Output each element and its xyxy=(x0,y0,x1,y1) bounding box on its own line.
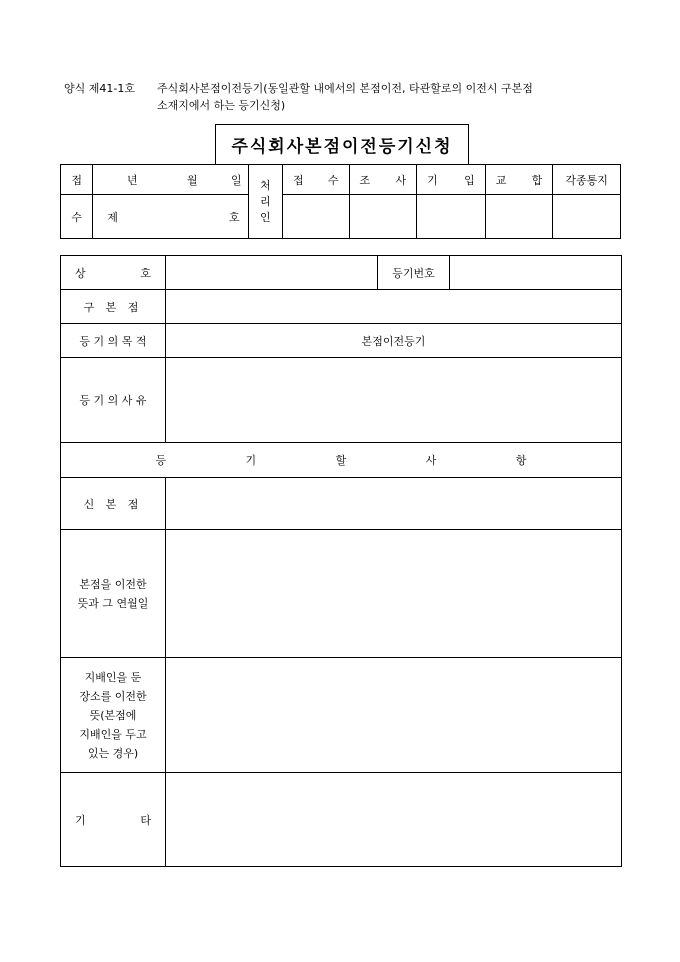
relocation-label-line2: 뜻과 그 연월일 xyxy=(77,596,149,610)
reg-no-field[interactable] xyxy=(450,256,622,290)
reg-no-label: 등기번호 xyxy=(378,256,450,290)
receipt-year: 년 xyxy=(127,173,138,187)
col-check-header: 교 합 xyxy=(485,165,553,195)
review-sign-cell[interactable] xyxy=(349,195,417,239)
check-sign-cell[interactable] xyxy=(485,195,553,239)
relocation-field[interactable] xyxy=(166,530,622,658)
processor-char-3: 인 xyxy=(259,210,271,224)
receipt-month: 월 xyxy=(187,173,198,187)
branch-label-line4: 지배인을 두고 xyxy=(79,727,147,741)
old-office-label: 구 본 점 xyxy=(61,290,166,324)
processor-char-2: 리 xyxy=(259,194,271,208)
branch-label-line5: 있는 경우) xyxy=(87,746,139,760)
trade-name-label: 상 호 xyxy=(61,256,166,290)
new-office-field[interactable] xyxy=(166,478,622,530)
form-code: 양식 제41-1호 xyxy=(64,82,135,95)
form-description-line2: 소재지에서 하는 등기신청) xyxy=(157,99,286,112)
col-notice-header: 각종통지 xyxy=(553,165,621,195)
trade-name-field[interactable] xyxy=(166,256,378,290)
receipt-table xyxy=(60,164,621,239)
matters-heading: 등 기 할 사 항 xyxy=(61,443,622,478)
branch-manager-label xyxy=(61,658,166,773)
cause-field[interactable] xyxy=(166,358,622,443)
processor-char-1: 처 xyxy=(259,178,271,192)
branch-manager-field[interactable] xyxy=(166,658,622,773)
col-receipt-header: 접 수 xyxy=(282,165,349,195)
branch-label-line1: 지배인을 둔 xyxy=(84,670,142,684)
old-office-field[interactable] xyxy=(166,290,622,324)
col-review-header: 조 사 xyxy=(349,165,417,195)
form-description-line1: 주식회사본점이전등기(동일관할 내에서의 본점이전, 타관할로의 이전시 구본점 xyxy=(157,82,533,95)
receipt-jeop: 접 xyxy=(61,165,93,195)
relocation-label-line1: 본점을 이전한 xyxy=(79,577,147,591)
receipt-je: 제 xyxy=(107,210,118,224)
other-field[interactable] xyxy=(166,773,622,867)
receipt-day: 일 xyxy=(231,173,242,187)
application-table xyxy=(60,255,622,867)
col-entry-header: 기 입 xyxy=(417,165,486,195)
branch-label-line2: 장소를 이전한 xyxy=(79,689,147,703)
processor-label xyxy=(248,165,282,239)
branch-label-line3: 뜻(본점에 xyxy=(89,708,137,722)
form-header xyxy=(64,80,533,114)
form-title: 주식회사본점이전등기신청 xyxy=(215,124,469,164)
notice-sign-cell[interactable] xyxy=(553,195,621,239)
relocation-label xyxy=(61,530,166,658)
cause-label: 등 기 의 사 유 xyxy=(61,358,166,443)
other-label: 기 타 xyxy=(61,773,166,867)
receipt-number-cell[interactable] xyxy=(93,195,248,239)
receipt-sign-cell[interactable] xyxy=(282,195,349,239)
new-office-label: 신 본 점 xyxy=(61,478,166,530)
receipt-su: 수 xyxy=(61,195,93,239)
receipt-date-cell[interactable] xyxy=(93,165,248,195)
entry-sign-cell[interactable] xyxy=(417,195,486,239)
purpose-value[interactable]: 본점이전등기 xyxy=(166,324,622,358)
purpose-label: 등 기 의 목 적 xyxy=(61,324,166,358)
receipt-ho: 호 xyxy=(229,210,240,224)
